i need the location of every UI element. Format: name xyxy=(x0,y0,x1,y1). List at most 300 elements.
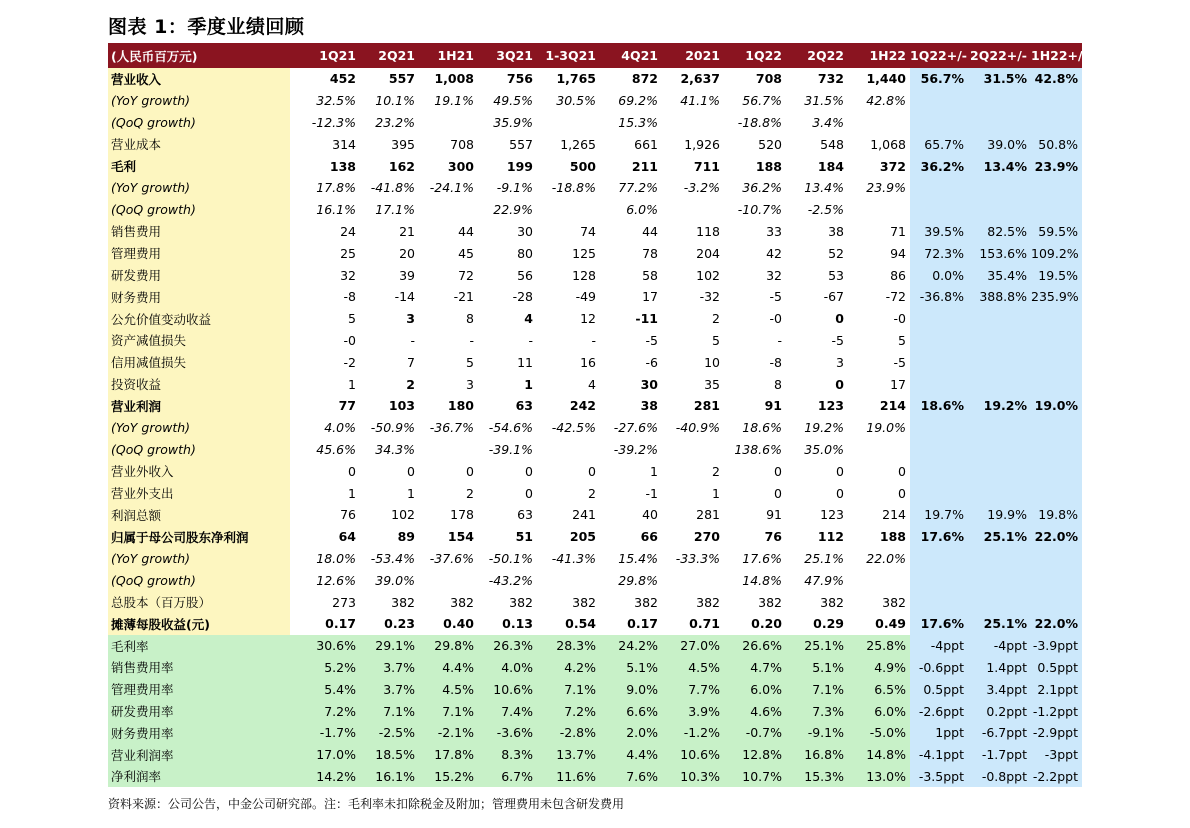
table-cell: 50.8% xyxy=(1031,133,1082,155)
table-cell: 91 xyxy=(764,398,782,414)
table-cell xyxy=(1031,177,1082,199)
table-cell: 0 xyxy=(348,463,356,479)
table-cell xyxy=(848,199,910,221)
table-cell: 22.0% xyxy=(1031,613,1082,635)
table-row xyxy=(108,526,1082,548)
table-row xyxy=(108,591,1082,613)
table-cell: 188 xyxy=(879,529,906,545)
table-cell: -1.2% xyxy=(662,722,724,744)
table-cell: 76 xyxy=(764,529,782,545)
table-cell: 56 xyxy=(517,267,533,283)
table-cell: 178 xyxy=(450,507,474,523)
table-cell: 77 xyxy=(338,398,356,414)
table-cell: 2,637 xyxy=(680,71,720,87)
table-cell: 112 xyxy=(817,529,844,545)
table-cell: 708 xyxy=(450,136,474,152)
table-row xyxy=(108,112,1082,134)
table-cell: -0 xyxy=(893,311,906,327)
table-cell: 281 xyxy=(693,398,720,414)
table-cell: -39.1% xyxy=(488,441,533,457)
table-cell: 35.4% xyxy=(968,264,1031,286)
table-cell xyxy=(1031,199,1082,221)
table-cell: -37.6% xyxy=(429,550,474,566)
table-cell: 36.2% xyxy=(910,155,968,177)
table-cell: 2.0% xyxy=(600,722,662,744)
table-header-row xyxy=(108,43,1082,68)
table-cell xyxy=(968,591,1031,613)
table-cell: 0 xyxy=(588,463,596,479)
table-cell xyxy=(910,90,968,112)
table-cell: 86 xyxy=(890,267,906,283)
table-cell: -4ppt xyxy=(968,635,1031,657)
table-cell: 17 xyxy=(890,376,906,392)
table-cell: 16 xyxy=(580,354,596,370)
table-cell: 235.9% xyxy=(1031,286,1082,308)
table-cell: 0 xyxy=(836,485,844,501)
table-cell xyxy=(419,112,478,134)
table-cell: 1 xyxy=(650,463,658,479)
table-row xyxy=(108,417,1082,439)
table-cell: 241 xyxy=(572,507,596,523)
row-label: (QoQ growth) xyxy=(108,199,290,221)
table-cell: 3.9% xyxy=(662,700,724,722)
table-cell: - xyxy=(469,332,474,348)
table-cell: 7.1% xyxy=(786,678,848,700)
table-cell: 1,008 xyxy=(434,71,474,87)
table-cell: 7 xyxy=(407,354,415,370)
table-cell: 13.7% xyxy=(537,744,600,766)
table-cell: 10 xyxy=(704,354,720,370)
source-note: 资料来源：公司公告，中金公司研究部。注：毛利率未扣除税金及附加；管理费用未包含研发费用 xyxy=(108,797,625,811)
table-cell xyxy=(1031,591,1082,613)
table-cell: 0.49 xyxy=(875,616,906,632)
row-label: 归属于母公司股东净利润 xyxy=(108,526,290,548)
table-cell: 2.1ppt xyxy=(1031,678,1082,700)
table-cell xyxy=(662,439,724,461)
table-cell: 39.0% xyxy=(968,133,1031,155)
table-cell xyxy=(968,417,1031,439)
table-cell: 0.29 xyxy=(813,616,844,632)
table-cell: 42 xyxy=(766,245,782,261)
table-cell: -12.3% xyxy=(311,114,356,130)
table-cell: 0 xyxy=(407,463,415,479)
table-cell: 4 xyxy=(524,311,533,327)
table-cell: 19.0% xyxy=(1031,395,1082,417)
table-cell: 0.23 xyxy=(384,616,415,632)
table-cell: 7.2% xyxy=(290,700,360,722)
table-cell: 7.7% xyxy=(662,678,724,700)
table-row xyxy=(108,330,1082,352)
table-cell: 19.9% xyxy=(968,504,1031,526)
table-cell: 52 xyxy=(828,245,844,261)
table-cell xyxy=(662,112,724,134)
table-cell: 6.6% xyxy=(600,700,662,722)
table-cell: 188 xyxy=(755,158,782,174)
table-cell: 3 xyxy=(836,354,844,370)
table-cell: 7.1% xyxy=(419,700,478,722)
table-cell: 30.5% xyxy=(556,93,596,109)
table-cell: 30.6% xyxy=(290,635,360,657)
table-cell xyxy=(848,112,910,134)
table-cell: 13.0% xyxy=(848,766,910,788)
table-cell: 11.6% xyxy=(537,766,600,788)
table-cell: 4.6% xyxy=(724,700,786,722)
table-cell: -21 xyxy=(453,289,474,305)
row-label: 信用减值损失 xyxy=(108,351,290,373)
table-cell: -33.3% xyxy=(675,550,720,566)
table-cell: -5.0% xyxy=(848,722,910,744)
table-cell: 708 xyxy=(755,71,782,87)
table-cell: 53 xyxy=(828,267,844,283)
table-cell xyxy=(968,460,1031,482)
table-cell: 3 xyxy=(406,311,415,327)
table-cell: 123 xyxy=(817,398,844,414)
table-cell: 25.1% xyxy=(786,635,848,657)
table-cell: 17.8% xyxy=(316,180,356,196)
row-label: 利润总额 xyxy=(108,504,290,526)
table-cell: 17.1% xyxy=(375,202,415,218)
table-cell: 214 xyxy=(882,507,906,523)
table-cell: 58 xyxy=(642,267,658,283)
table-cell: 184 xyxy=(817,158,844,174)
table-cell: 10.7% xyxy=(724,766,786,788)
table-cell: 0 xyxy=(525,463,533,479)
table-cell: 10.6% xyxy=(478,678,537,700)
table-cell: 19.7% xyxy=(910,504,968,526)
table-cell: 0 xyxy=(898,463,906,479)
table-cell: 22.0% xyxy=(866,550,906,566)
table-cell: -3.9ppt xyxy=(1031,635,1082,657)
table-cell xyxy=(968,112,1031,134)
row-label: 财务费用率 xyxy=(108,722,290,744)
table-row xyxy=(108,635,1082,657)
table-row xyxy=(108,68,1082,90)
table-row xyxy=(108,657,1082,679)
table-cell: 22.0% xyxy=(1031,526,1082,548)
table-cell: 29.8% xyxy=(419,635,478,657)
table-cell: -3.5ppt xyxy=(910,766,968,788)
table-cell: 125 xyxy=(572,245,596,261)
table-cell: 17.8% xyxy=(419,744,478,766)
table-cell: 382 xyxy=(572,594,596,610)
row-label: (YoY growth) xyxy=(108,177,290,199)
table-cell: 32 xyxy=(340,267,356,283)
table-cell: 205 xyxy=(569,529,596,545)
table-cell: -0.8ppt xyxy=(968,766,1031,788)
table-cell: 4.2% xyxy=(537,657,600,679)
table-cell: 0.54 xyxy=(565,616,596,632)
table-cell: 395 xyxy=(391,136,415,152)
table-cell: 300 xyxy=(447,158,474,174)
table-cell: 72.3% xyxy=(910,242,968,264)
table-cell: 24.2% xyxy=(600,635,662,657)
table-cell: 4 xyxy=(588,376,596,392)
table-cell: 45.6% xyxy=(316,441,356,457)
table-cell: 2 xyxy=(466,485,474,501)
table-cell: -49 xyxy=(575,289,596,305)
table-cell: -2.6ppt xyxy=(910,700,968,722)
table-cell xyxy=(419,199,478,221)
table-cell: 18.6% xyxy=(910,395,968,417)
table-cell: 1 xyxy=(348,376,356,392)
column-header: 2Q22+/- xyxy=(968,43,1031,68)
table-cell: 18.6% xyxy=(742,420,782,436)
row-label: (QoQ growth) xyxy=(108,112,290,134)
table-cell: 2 xyxy=(712,311,720,327)
row-label: (YoY growth) xyxy=(108,417,290,439)
table-cell: 76 xyxy=(340,507,356,523)
table-cell: 29.8% xyxy=(618,572,658,588)
table-cell: -3.6% xyxy=(478,722,537,744)
table-cell: 42.8% xyxy=(866,93,906,109)
table-cell: 15.2% xyxy=(419,766,478,788)
row-label: 资产减值损失 xyxy=(108,330,290,352)
table-row xyxy=(108,700,1082,722)
table-cell xyxy=(1031,569,1082,591)
table-cell: 0 xyxy=(774,463,782,479)
table-cell: 31.5% xyxy=(968,68,1031,90)
table-cell: 39 xyxy=(399,267,415,283)
table-cell: -50.1% xyxy=(488,550,533,566)
table-cell xyxy=(968,569,1031,591)
table-cell: 13.4% xyxy=(804,180,844,196)
table-cell: 13.4% xyxy=(968,155,1031,177)
table-cell: 80 xyxy=(517,245,533,261)
table-cell: 0 xyxy=(525,485,533,501)
table-cell: 94 xyxy=(890,245,906,261)
table-cell: -2.2ppt xyxy=(1031,766,1082,788)
table-cell: 64 xyxy=(338,529,356,545)
table-cell: 732 xyxy=(817,71,844,87)
table-cell: 19.0% xyxy=(866,420,906,436)
table-cell: 0.5ppt xyxy=(910,678,968,700)
figure-title: 图表 1：季度业绩回顾 xyxy=(108,16,305,38)
table-cell: 39.5% xyxy=(910,221,968,243)
column-header: 2Q22 xyxy=(786,43,848,68)
table-cell: 10.6% xyxy=(662,744,724,766)
table-cell: 74 xyxy=(580,223,596,239)
table-cell: 5.1% xyxy=(786,657,848,679)
table-cell: 1 xyxy=(712,485,720,501)
table-cell: 123 xyxy=(820,507,844,523)
table-cell: 6.0% xyxy=(626,202,658,218)
table-cell: 24 xyxy=(340,223,356,239)
row-label: 管理费用率 xyxy=(108,678,290,700)
table-row xyxy=(108,264,1082,286)
table-cell: 17.0% xyxy=(290,744,360,766)
table-cell: -4.1ppt xyxy=(910,744,968,766)
table-cell: 6.0% xyxy=(848,700,910,722)
table-cell: -40.9% xyxy=(675,420,720,436)
table-cell: 41.1% xyxy=(680,93,720,109)
table-cell: 6.5% xyxy=(848,678,910,700)
table-cell: 756 xyxy=(506,71,533,87)
table-row xyxy=(108,373,1082,395)
table-cell: 44 xyxy=(642,223,658,239)
table-cell: 1,068 xyxy=(870,136,906,152)
table-cell: 7.2% xyxy=(537,700,600,722)
table-cell: 19.5% xyxy=(1031,264,1082,286)
table-row xyxy=(108,744,1082,766)
table-cell: 29.1% xyxy=(360,635,419,657)
table-cell: 382 xyxy=(634,594,658,610)
table-cell: 281 xyxy=(696,507,720,523)
table-cell: -54.6% xyxy=(488,420,533,436)
header-unit-label: (人民币百万元) xyxy=(108,43,290,68)
table-row xyxy=(108,90,1082,112)
table-cell: -5 xyxy=(831,332,844,348)
table-cell: 34.3% xyxy=(375,441,415,457)
table-cell: 19.1% xyxy=(434,93,474,109)
table-cell: 10.3% xyxy=(662,766,724,788)
table-cell xyxy=(968,330,1031,352)
table-cell xyxy=(848,569,910,591)
column-header: 1Q22+/- xyxy=(910,43,968,68)
table-row xyxy=(108,504,1082,526)
table-cell: 44 xyxy=(458,223,474,239)
column-header: 1H22+/- xyxy=(1031,43,1082,68)
table-cell: 19.2% xyxy=(804,420,844,436)
table-cell: 51 xyxy=(515,529,533,545)
table-cell xyxy=(1031,308,1082,330)
table-row xyxy=(108,548,1082,570)
table-cell: 3 xyxy=(466,376,474,392)
row-label: 投资收益 xyxy=(108,373,290,395)
table-cell xyxy=(910,177,968,199)
table-cell: 7.6% xyxy=(600,766,662,788)
table-cell: 138.6% xyxy=(734,441,782,457)
table-cell: 872 xyxy=(631,71,658,87)
table-cell xyxy=(1031,112,1082,134)
table-cell: 71 xyxy=(890,223,906,239)
table-cell: 15.3% xyxy=(618,114,658,130)
table-cell: 372 xyxy=(879,158,906,174)
table-cell: -72 xyxy=(885,289,906,305)
table-cell: -2.5% xyxy=(360,722,419,744)
table-cell: 0 xyxy=(835,376,844,392)
table-cell: -6 xyxy=(645,354,658,370)
table-cell: 1 xyxy=(524,376,533,392)
table-cell: -1 xyxy=(645,485,658,501)
table-cell: 382 xyxy=(450,594,474,610)
table-cell: 118 xyxy=(696,223,720,239)
row-label: 销售费用 xyxy=(108,221,290,243)
table-row xyxy=(108,766,1082,788)
financial-table xyxy=(108,43,1088,787)
table-cell xyxy=(910,330,968,352)
table-cell: 4.4% xyxy=(419,657,478,679)
table-cell: 28.3% xyxy=(537,635,600,657)
row-label: 摊薄每股收益(元) xyxy=(108,613,290,635)
table-cell: 2 xyxy=(588,485,596,501)
table-cell: 199 xyxy=(506,158,533,174)
table-cell: 270 xyxy=(693,529,720,545)
table-cell: - xyxy=(528,332,533,348)
table-cell: 3.4% xyxy=(812,114,844,130)
table-cell: -3ppt xyxy=(1031,744,1082,766)
table-cell: 154 xyxy=(447,529,474,545)
table-row xyxy=(108,613,1082,635)
table-cell: 1,440 xyxy=(866,71,906,87)
table-cell xyxy=(910,439,968,461)
table-cell: 382 xyxy=(509,594,533,610)
table-cell: 14.8% xyxy=(848,744,910,766)
table-cell: 0.71 xyxy=(689,616,720,632)
row-label: (YoY growth) xyxy=(108,90,290,112)
table-cell: 14.2% xyxy=(290,766,360,788)
table-cell: 7.3% xyxy=(786,700,848,722)
table-cell: -39.2% xyxy=(613,441,658,457)
table-cell xyxy=(1031,373,1082,395)
table-cell: -32 xyxy=(699,289,720,305)
table-cell: 26.3% xyxy=(478,635,537,657)
table-cell: -50.9% xyxy=(370,420,415,436)
table-cell: - xyxy=(777,332,782,348)
table-cell: -67 xyxy=(823,289,844,305)
table-cell xyxy=(968,199,1031,221)
table-cell xyxy=(910,112,968,134)
table-cell xyxy=(537,199,600,221)
table-cell xyxy=(537,569,600,591)
table-cell: 33 xyxy=(766,223,782,239)
table-cell: 25.8% xyxy=(848,635,910,657)
table-cell xyxy=(910,417,968,439)
table-cell: 388.8% xyxy=(968,286,1031,308)
table-cell: 7.1% xyxy=(360,700,419,722)
column-header: 1Q21 xyxy=(290,43,360,68)
table-cell: 82.5% xyxy=(968,221,1031,243)
table-cell: 5 xyxy=(712,332,720,348)
table-cell: 15.3% xyxy=(786,766,848,788)
row-label: 研发费用 xyxy=(108,264,290,286)
table-cell xyxy=(1031,439,1082,461)
column-header: 3Q21 xyxy=(478,43,537,68)
table-cell: -14 xyxy=(394,289,415,305)
table-cell: 16.1% xyxy=(316,202,356,218)
table-cell: -1.7ppt xyxy=(968,744,1031,766)
table-cell: 5 xyxy=(898,332,906,348)
table-cell: 273 xyxy=(332,594,356,610)
table-row xyxy=(108,482,1082,504)
table-cell: -53.4% xyxy=(370,550,415,566)
table-row xyxy=(108,460,1082,482)
table-cell: 32 xyxy=(766,267,782,283)
table-cell: 661 xyxy=(634,136,658,152)
row-label: (YoY growth) xyxy=(108,548,290,570)
table-cell: 1,265 xyxy=(560,136,596,152)
table-cell: 0 xyxy=(466,463,474,479)
table-cell: -0.7% xyxy=(724,722,786,744)
table-row xyxy=(108,308,1082,330)
table-cell: 3.4ppt xyxy=(968,678,1031,700)
table-cell: 557 xyxy=(509,136,533,152)
table-cell xyxy=(1031,460,1082,482)
table-cell: 32.5% xyxy=(316,93,356,109)
table-cell: -1.7% xyxy=(290,722,360,744)
row-label: (QoQ growth) xyxy=(108,569,290,591)
table-cell xyxy=(537,112,600,134)
table-cell: 26.6% xyxy=(724,635,786,657)
table-cell xyxy=(419,439,478,461)
table-cell xyxy=(662,569,724,591)
table-cell xyxy=(968,90,1031,112)
table-cell: 35.0% xyxy=(804,441,844,457)
table-cell: 314 xyxy=(332,136,356,152)
table-cell: 8.3% xyxy=(478,744,537,766)
table-cell: 1.4ppt xyxy=(968,657,1031,679)
table-row xyxy=(108,722,1082,744)
table-cell: 0 xyxy=(836,463,844,479)
